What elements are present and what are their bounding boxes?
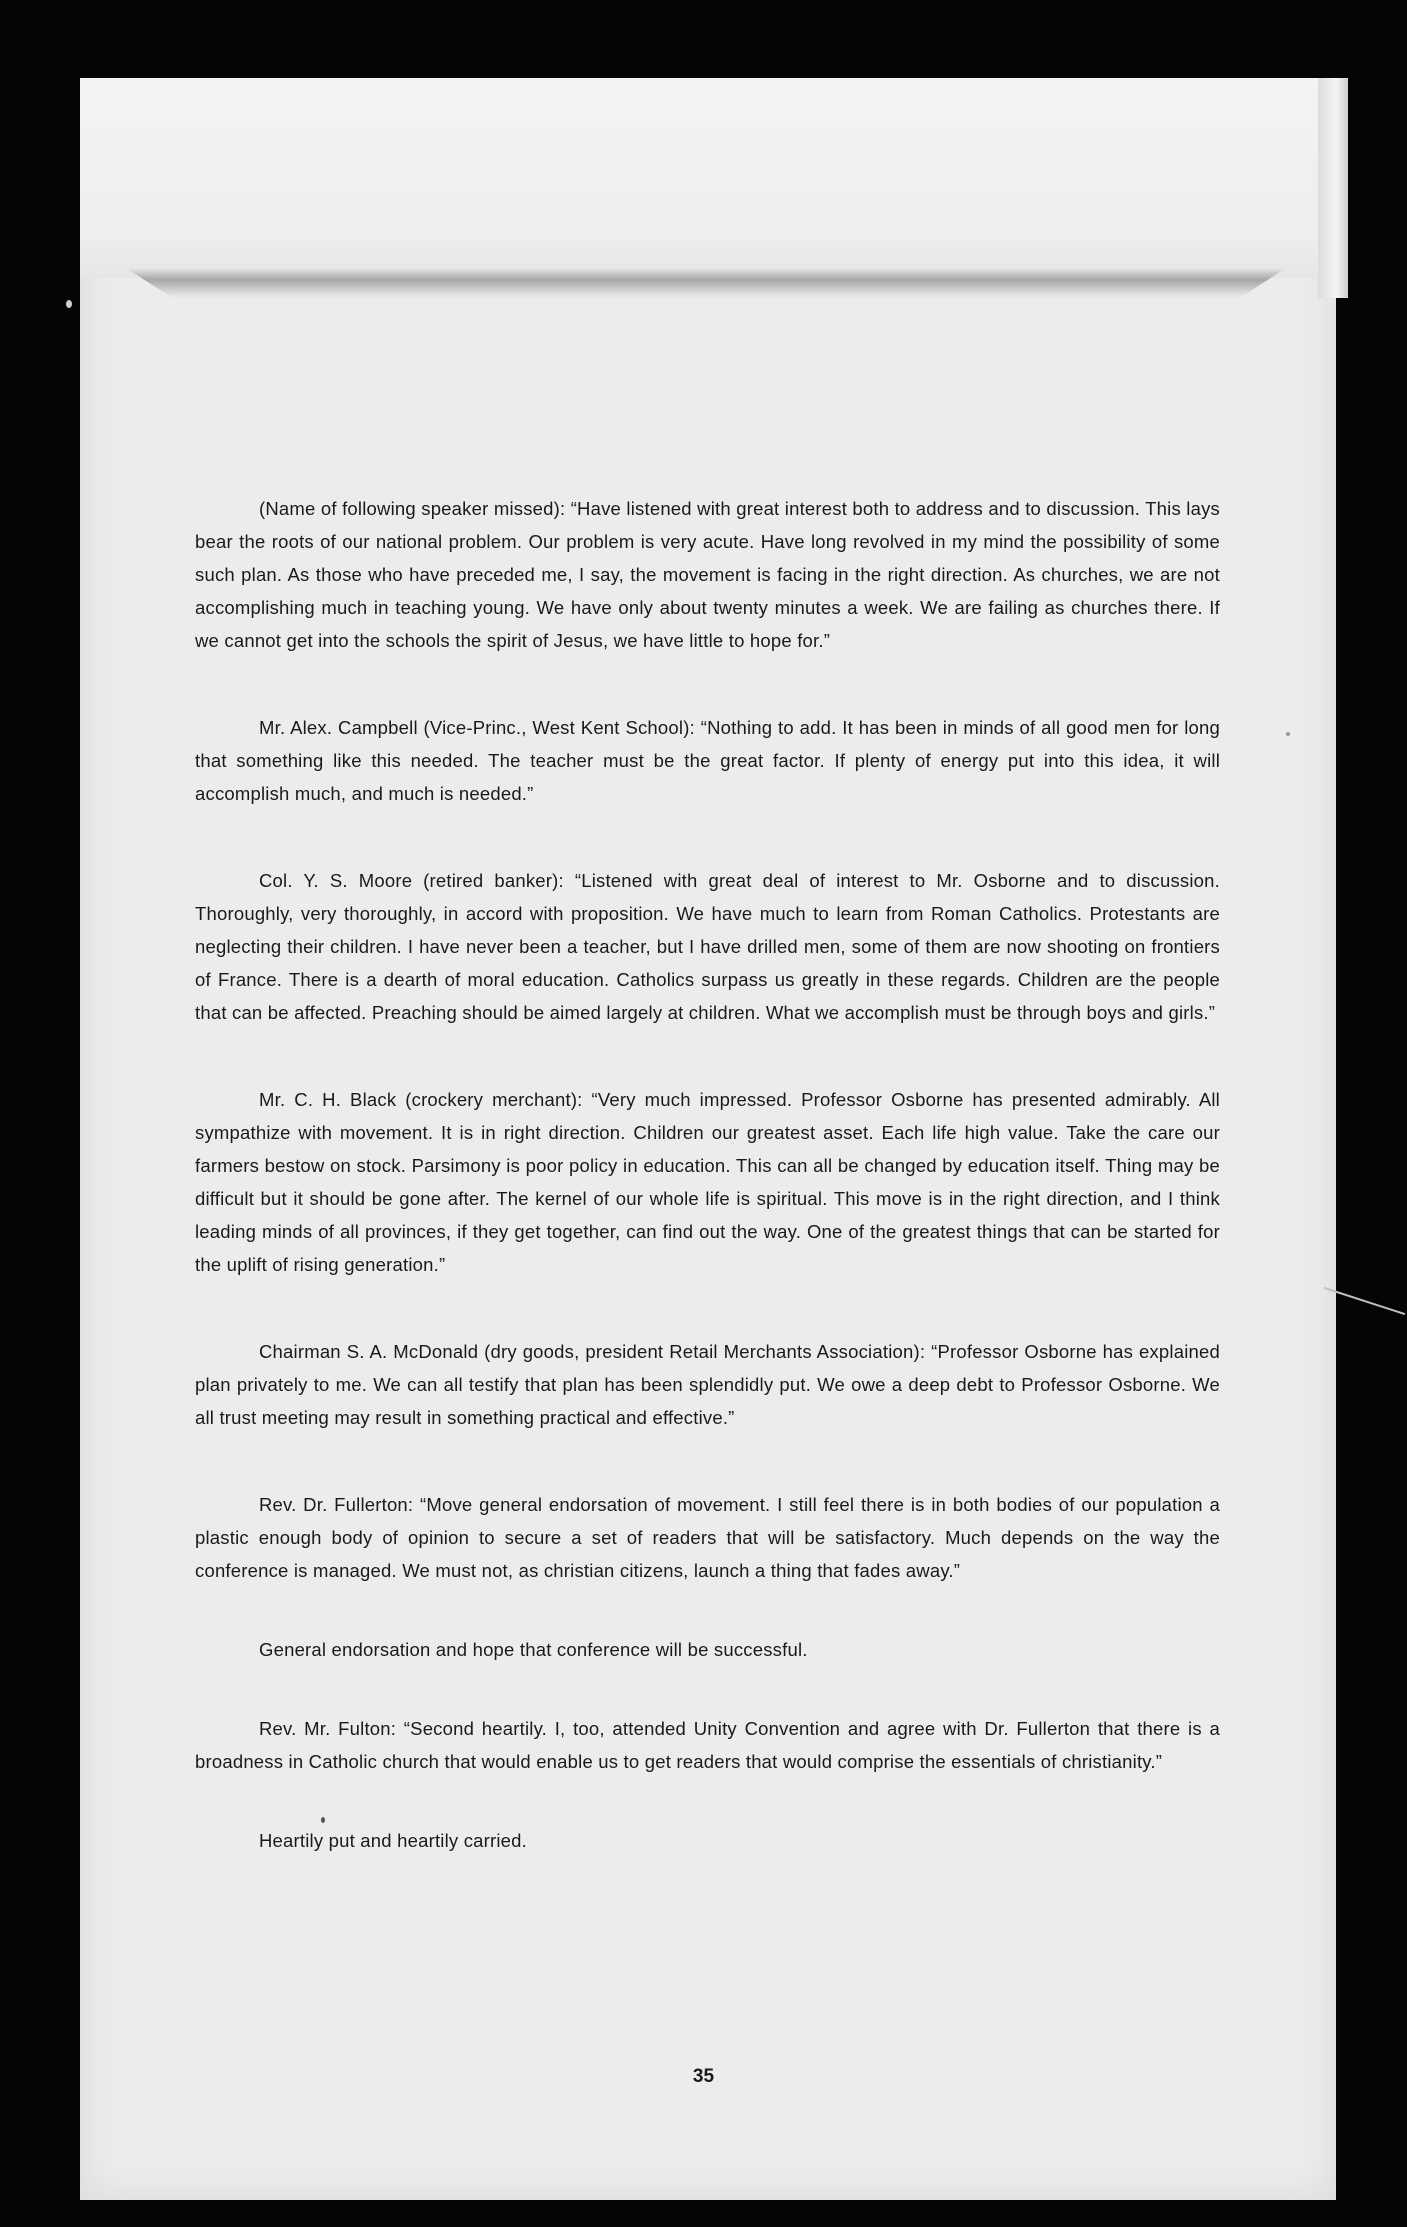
- page-number: 35: [692, 2066, 715, 2087]
- paragraph-unnamed-speaker: (Name of following speaker missed): “Have listened with great interest both to address and to discussion. This lays bear the roots of our national problem. Our problem is very acute. Have long revolved in my mind the possibility of some such plan. As those who have preceded me, I say, the movement is facing in the right direction. As churches, we are not accomplishing much in teaching young. We have only about twenty minutes a week. We are failing as churches there. If we cannot get into the schools the spirit of Jesus, we have little to hope for.”: [195, 498, 1220, 651]
- paragraph-endorsation: General endorsation and hope that conference will be successful.: [259, 1639, 808, 1660]
- paragraph-black: Mr. C. H. Black (crockery merchant): “Very much impressed. Professor Osborne has presented admirably. All sympathize with movement. It is in right direction. Children our greatest asset. Each life high value. Take the care our farmers bestow on stock. Parsimony is poor policy in education. This can all be changed by education itself. Thing may be difficult but it should be gone after. The kernel of our whole life is spiritual. This move is in the right direction, and I think leading minds of all provinces, if they get together, can find out the way. One of the greatest things that can be started for the uplift of rising generation.”: [195, 1089, 1220, 1275]
- paragraph-fullerton: Rev. Dr. Fullerton: “Move general endorsation of movement. I still feel there is in both bodies of our population a plastic enough body of opinion to secure a set of readers that will be satisfactory. Much depends on the way the conference is managed. We must not, as christian citizens, launch a thing that fades away.”: [195, 1494, 1220, 1581]
- document-body: [195, 492, 1220, 1867]
- speck: [66, 300, 72, 308]
- paragraph-fulton: Rev. Mr. Fulton: “Second heartily. I, too, attended Unity Convention and agree with Dr. Fullerton that there is a broadness in Catholic church that would enable us to get readers that would comprise the essentials of christianity.”: [195, 1718, 1220, 1772]
- paper-edge: [1318, 78, 1348, 298]
- paragraph-carried: Heartily put and heartily carried.: [259, 1830, 527, 1851]
- fold-crease: [126, 268, 1286, 298]
- paragraph-moore: Col. Y. S. Moore (retired banker): “Listened with great deal of interest to Mr. Osborne and to discussion. Thoroughly, very thoroughly, in accord with proposition. We have much to learn from Roman Catholics. Protestants are neglecting their children. I have never been a teacher, but I have drilled men, some of them are now shooting on frontiers of France. There is a dearth of moral education. Catholics surpass us greatly in these regards. Children are the people that can be affected. Preaching should be aimed largely at children. What we accomplish must be through boys and girls.”: [195, 870, 1220, 1023]
- paper-fold-top: [80, 78, 1336, 278]
- paragraph-mcdonald: Chairman S. A. McDonald (dry goods, president Retail Merchants Association): “Professor Osborne has explained plan privately to me. We can all testify that plan has been splendidly put. We owe a deep debt to Professor Osborne. We all trust meeting may result in something practical and effective.”: [195, 1341, 1220, 1428]
- paragraph-campbell: Mr. Alex. Campbell (Vice-Princ., West Kent School): “Nothing to add. It has been in minds of all good men for long that something like this needed. The teacher must be the great factor. If plenty of energy put into this idea, it will accomplish much, and much is needed.”: [195, 717, 1220, 804]
- speck: [1286, 732, 1290, 736]
